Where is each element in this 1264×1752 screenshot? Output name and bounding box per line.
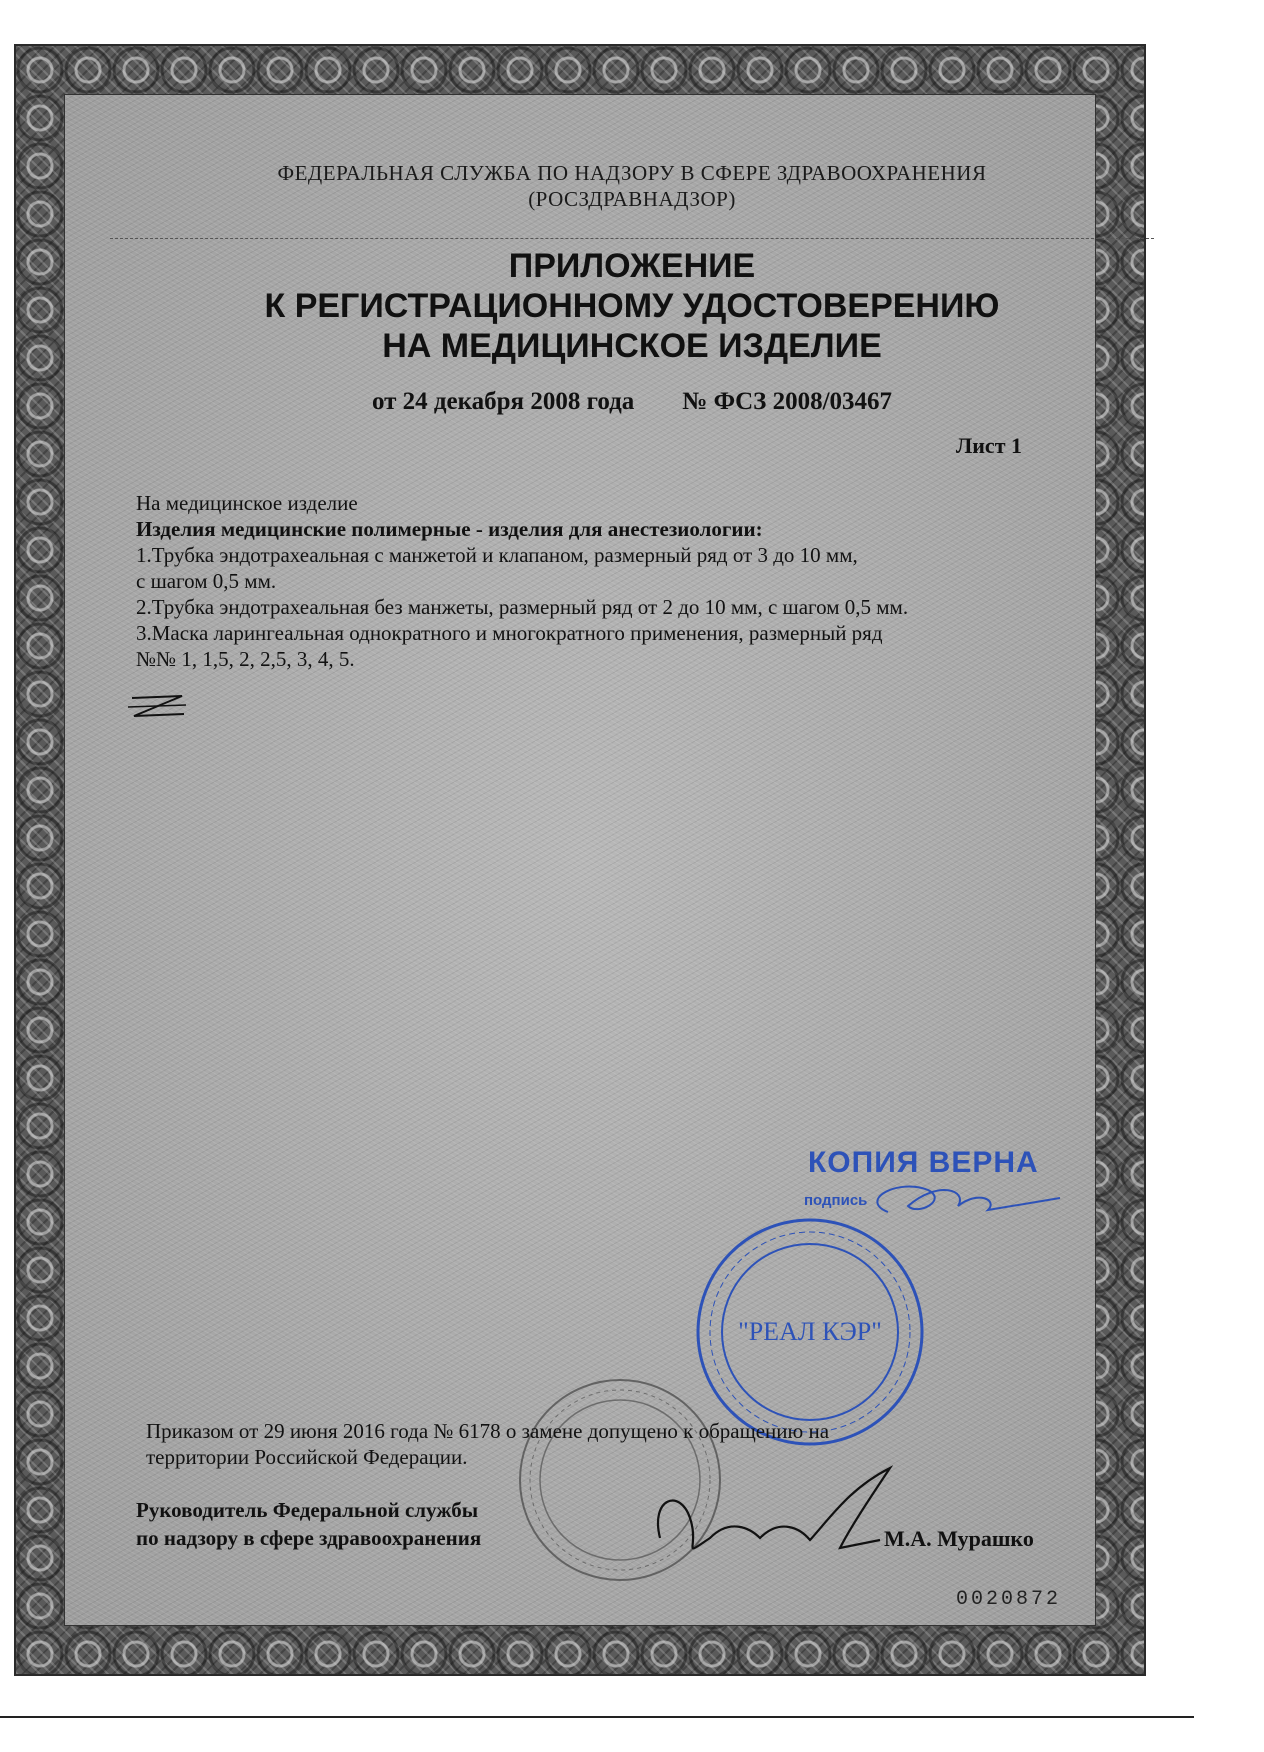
z-cross-mark — [126, 692, 188, 722]
agency-header — [0, 160, 1264, 212]
document-title — [0, 246, 1264, 366]
signature-label: подпись — [804, 1192, 868, 1209]
order-line-2: территории Российской Федерации. — [146, 1445, 468, 1469]
item-1-line-1: 1.Трубка эндотрахеальная с манжетой и клапаном, размерный ряд от 3 до 10 мм, — [136, 543, 858, 567]
seal-center-text: "РЕАЛ КЭР" — [738, 1317, 882, 1346]
registration-line — [0, 388, 1264, 416]
head-title-line-1: Руководитель Федеральной службы — [136, 1498, 479, 1522]
item-3-line-2: №№ 1, 1,5, 2, 2,5, 3, 4, 5. — [136, 647, 355, 671]
agency-name: ФЕДЕРАЛЬНАЯ СЛУЖБА ПО НАДЗОРУ В СФЕРЕ ЗДРАВООХРАНЕНИЯ — [277, 161, 987, 185]
head-name: М.А. Мурашко — [884, 1526, 1034, 1551]
registration-number: № ФСЗ 2008/03467 — [682, 388, 893, 415]
product-description — [136, 490, 1066, 672]
title-line-2: К РЕГИСТРАЦИОННОМУ УДОСТОВЕРЕНИЮ — [264, 287, 1000, 325]
registration-date: от 24 декабря 2008 года — [371, 388, 635, 415]
product-heading: Изделия медицинские полимерные - изделия для анестезиологии: — [136, 517, 763, 541]
copy-true-stamp: КОПИЯ ВЕРНА — [808, 1146, 1039, 1179]
title-line-1: ПРИЛОЖЕНИЕ — [508, 247, 756, 285]
scan-bottom-line — [0, 1716, 1194, 1718]
header-divider — [110, 238, 1154, 239]
item-2: 2.Трубка эндотрахеальная без манжеты, размерный ряд от 2 до 10 мм, с шагом 0,5 мм. — [136, 595, 909, 619]
intro-text: На медицинское изделие — [136, 491, 358, 515]
sheet-number: Лист 1 — [955, 433, 1022, 458]
head-title — [136, 1496, 481, 1552]
title-line-3: НА МЕДИЦИНСКОЕ ИЗДЕЛИЕ — [382, 327, 882, 365]
item-3-line-1: 3.Маска ларингеальная однократного и многократного применения, размерный ряд — [136, 621, 883, 645]
serial-number: 0020872 — [956, 1588, 1062, 1611]
order-line-1: Приказом от 29 июня 2016 года № 6178 о замене допущено к обращению на — [146, 1419, 830, 1443]
item-1-line-2: с шагом 0,5 мм. — [136, 569, 277, 593]
head-title-line-2: по надзору в сфере здравоохранения — [136, 1526, 482, 1550]
agency-abbrev: (РОСЗДРАВНАДЗОР) — [528, 187, 736, 211]
